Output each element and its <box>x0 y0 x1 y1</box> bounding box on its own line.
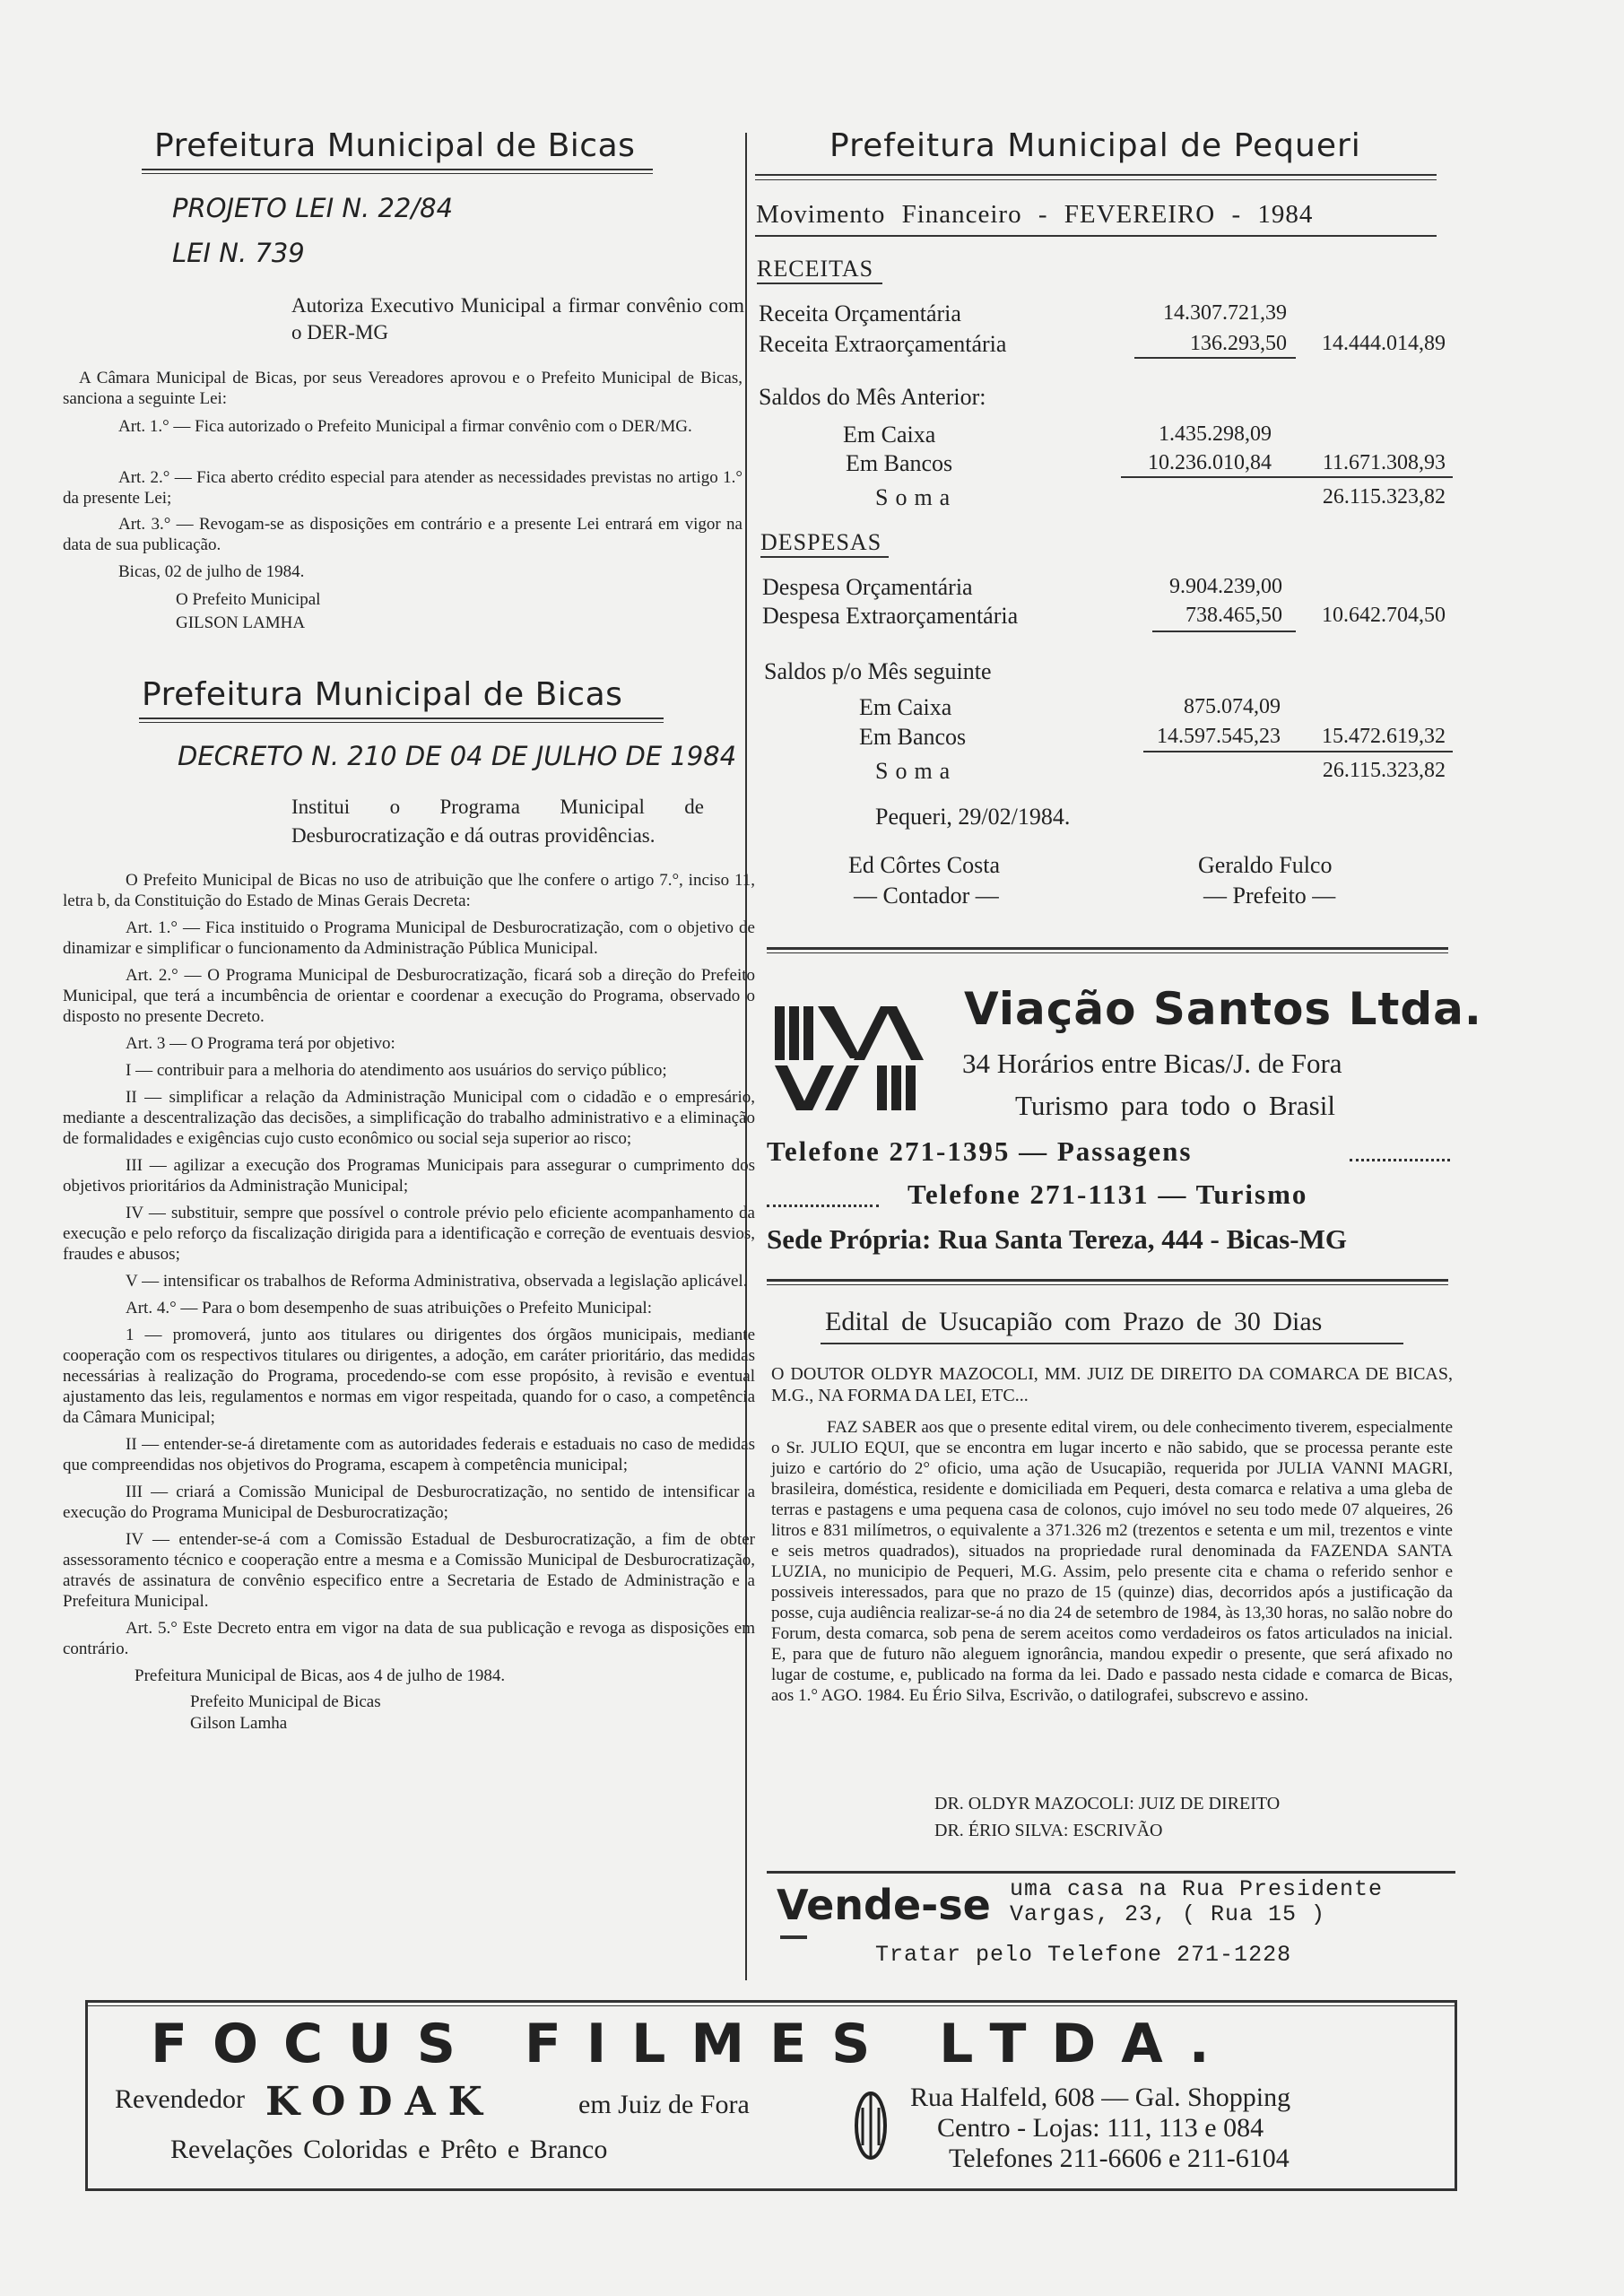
saldos-anterior-total: 11.671.308,93 <box>1322 451 1446 474</box>
caixa-anterior-value: 1.435.298,09 <box>1159 422 1272 446</box>
despesas-heading: DESPESAS <box>760 529 889 558</box>
decreto-paragraph: III — criará a Comissão Municipal de Desburocratização, no sentido de intensificar a execução do Programa Municipal de Desburocratização; <box>63 1483 755 1522</box>
focus-telefones: Telefones 211-6606 e 211-6104 <box>949 2144 1290 2173</box>
decreto-signature-title: Prefeito Municipal de Bicas <box>190 1692 381 1711</box>
section-rule <box>767 947 1448 950</box>
viacao-title: Viação Santos Ltda. <box>964 983 1482 1035</box>
soma-seguinte-label: Soma <box>875 758 958 784</box>
viacao-horarios: 34 Horários entre Bicas/J. de Fora <box>962 1048 1342 1079</box>
lei-art3: Art. 3.° — Revogam-se as disposições em contrário e a presente Lei entrará em vigor na data de sua publicação. <box>63 515 743 554</box>
caixa-anterior-label: Em Caixa <box>843 422 936 448</box>
vende-se-line2: Vargas, 23, ( Rua 15 ) <box>1010 1901 1326 1927</box>
despesa-orcamentaria-label: Despesa Orçamentária <box>762 574 973 600</box>
edital-title: Edital de Usucapião com Prazo de 30 Dias <box>825 1307 1323 1336</box>
decreto-paragraph: IV — substituir, sempre que possível o controle prévio pelo eficiente acompanhamento da execução e pelo reforço da fiscalização dirigida para a identificação e correção de eventuais desvios, fraudes e abusos; <box>63 1204 755 1264</box>
decreto-body <box>63 870 755 1735</box>
focus-revelacoes: Revelações Coloridas e Prêto e Branco <box>170 2135 608 2164</box>
soma-anterior-value: 26.115.323,82 <box>1322 485 1446 509</box>
decreto-paragraph: II — simplificar a relação da Administração Municipal com o cidadão e o empresário, mediante a descentralização das decisões, a simplificação do trabalho administrativo e a eliminação de formalidades e exigências cujo custo econômico ou social seja superior ao risco; <box>63 1088 755 1148</box>
caixa-seguinte-label: Em Caixa <box>859 694 952 720</box>
projeto-lei-title: PROJETO LEI N. 22/84 <box>172 193 454 223</box>
lei-intro: A Câmara Municipal de Bicas, por seus Vereadores aprovou e o Prefeito Municipal de Bicas, sanciona a seguinte Lei: <box>63 369 743 408</box>
telefone-passagens: Telefone 271-1395 — Passagens <box>767 1135 1193 1167</box>
focus-title: FOCUS FILMES LTDA. <box>151 2013 1235 2075</box>
kodak-logo: KODAK <box>265 2079 495 2125</box>
focus-top-rule <box>85 2005 1457 2006</box>
section-rule <box>767 952 1448 953</box>
telefone-turismo: Telefone 271-1131 — Turismo <box>908 1178 1308 1210</box>
movimento-title: Movimento Financeiro - FEVEREIRO - 1984 <box>756 200 1314 229</box>
header-rule <box>139 718 664 719</box>
vende-se-line1: uma casa na Rua Presidente <box>1010 1876 1384 1902</box>
lei-art2: Art. 2.° — Fica aberto crédito especial para atender as necessidades previstas no artigo 1.° da presente Lei; <box>63 468 743 508</box>
focus-emblem-icon <box>852 2090 890 2161</box>
sede-propria: Sede Própria: Rua Santa Tereza, 444 - Bicas-MG <box>767 1223 1347 1255</box>
soma-seguinte-value: 26.115.323,82 <box>1322 759 1446 782</box>
decreto-paragraph: Art. 3 — O Programa terá por objetivo: <box>126 1034 395 1053</box>
pequeri-date: Pequeri, 29/02/1984. <box>875 804 1071 830</box>
receita-extraorcamentaria-value: 136.293,50 <box>1190 332 1287 355</box>
section-rule <box>767 1871 1455 1874</box>
receitas-total-value: 14.444.014,89 <box>1322 332 1446 355</box>
focus-right-rule <box>1455 2000 1457 2191</box>
subtotal-rule <box>1143 751 1453 752</box>
lei-signature-name: GILSON LAMHA <box>176 613 306 632</box>
decreto-paragraph: Art. 5.° Este Decreto entra em vigor na data de sua publicação e revoga as disposições em contrário. <box>63 1619 755 1658</box>
lei-number: LEI N. 739 <box>172 238 305 268</box>
decreto-ementa: Institui o Programa Municipal de Desburocratização e dá outras providências. <box>291 796 704 847</box>
despesa-extraorcamentaria-value: 738.465,50 <box>1185 604 1282 627</box>
focus-bottom-rule <box>85 2188 1457 2191</box>
subtotal-rule <box>1152 631 1296 632</box>
receitas-heading: RECEITAS <box>757 256 882 284</box>
bancos-anterior-value: 10.236.010,84 <box>1148 451 1272 474</box>
edital-title-rule <box>821 1343 1403 1344</box>
decreto-paragraph: I — contribuir para a melhoria do atendimento aos usuários do serviço público; <box>126 1061 667 1080</box>
header-bicas-2: Prefeitura Municipal de Bicas <box>142 676 623 713</box>
focus-juiz-de-fora: em Juiz de Fora <box>578 2090 750 2119</box>
bancos-seguinte-label: Em Bancos <box>859 724 967 750</box>
despesas-total-value: 10.642.704,50 <box>1322 604 1446 627</box>
edital-heading: O DOUTOR OLDYR MAZOCOLI, MM. JUIZ DE DIREITO DA COMARCA DE BICAS, M.G., NA FORMA DA LEI, ETC... <box>771 1364 1453 1405</box>
decreto-paragraph: IV — entender-se-á com a Comissão Estadual de Desburocratização, a fim de obter assessoramento técnico e cooperação entre a mesma e a Comissão Municipal de Desburocratização, através de assinatura de convênio especifico entre a Secretaria de Estado de Administração e a Prefeitura Municipal. <box>63 1530 755 1611</box>
despesa-extraorcamentaria-label: Despesa Extraorçamentária <box>762 603 1019 629</box>
header-rule <box>755 179 1437 180</box>
subtotal-rule <box>1121 476 1453 478</box>
prefeito-role: — Prefeito — <box>1203 883 1336 909</box>
decreto-paragraph: Art. 4.° — Para o bom desempenho de suas atribuições o Prefeito Municipal: <box>126 1299 652 1318</box>
focus-address: Rua Halfeld, 608 — Gal. Shopping <box>910 2083 1291 2112</box>
edital-signature-judge: DR. OLDYR MAZOCOLI: JUIZ DE DIREITO <box>934 1794 1281 1813</box>
receita-orcamentaria-label: Receita Orçamentária <box>759 300 961 326</box>
header-rule <box>755 174 1437 176</box>
vende-se-mark <box>780 1935 807 1939</box>
prefeito-name: Geraldo Fulco <box>1198 852 1333 878</box>
despesa-orcamentaria-value: 9.904.239,00 <box>1169 575 1282 598</box>
decreto-closing: Prefeitura Municipal de Bicas, aos 4 de julho de 1984. <box>135 1666 506 1685</box>
lei-date: Bicas, 02 de julho de 1984. <box>118 562 305 581</box>
focus-left-rule <box>85 2000 88 2191</box>
focus-revendedor: Revendedor <box>115 2084 245 2114</box>
lei-art1: Art. 1.° — Fica autorizado o Prefeito Municipal a firmar convênio com o DER/MG. <box>118 417 692 436</box>
vende-se-title: Vende-se <box>777 1881 991 1929</box>
caixa-seguinte-value: 875.074,09 <box>1184 695 1281 718</box>
edital-signature-clerk: DR. ÉRIO SILVA: ESCRIVÃO <box>934 1821 1163 1840</box>
saldos-seguinte-total: 15.472.619,32 <box>1322 725 1446 748</box>
decreto-paragraph: Art. 2.° — O Programa Municipal de Desburocratização, ficará sob a direção do Prefeito Municipal, que terá a incumbência de orientar e coordenar a execução do Programa, observado o disposto no presente Decreto. <box>63 966 755 1026</box>
decreto-title: DECRETO N. 210 DE 04 DE JULHO DE 1984 <box>178 741 737 771</box>
decreto-paragraph: II — entender-se-á diretamente com as autoridades federais e estaduais no caso de medidas que compreendidas nos objetivos do Programa, escapem à competência municipal; <box>63 1435 755 1474</box>
dotted-leader <box>767 1205 879 1210</box>
header-rule <box>139 722 664 723</box>
edital-body: FAZ SABER aos que o presente edital virem, ou dele conhecimento tiverem, especialmente o Sr. JULIO EQUI, que se encontra em lugar incerto e não sabido, que se processa perante este juizo e cartório do 2° oficio, uma ação de Usucapião, requerida por JULIA VANNI MAGRI, brasileira, doméstica, residente e domiciliada em Pequeri, desta comarca e relativa a uma gleba de terras e pastagens e uma pequena casa de colonos, cujo imóvel no seu todo mede 07 alqueires, 26 litros e 831 milímetros, o equivalente a 371.326 m2 (trezentos e setenta e um mil, trezentos e vinte e seis metros quadrados), situados na propriedade rural denominada da FAZENDA SANTA LUZIA, no municipio de Pequeri, M.G. Assim, pelo presente cita e chama o referido senhor e possiveis interessados, para que no prazo de 15 (quinze) dias, decorridos após a justificação da posse, cuja audiência realizar-se-á no dia 24 de setembro de 1984, às 13,30 horas, no salão nobre do Forum, desta comarca, sob pena de serem aceitos como verdadeiros os fatos articulados na inicial. E, para que de futuro não aleguem ignorância, mandou expedir o presente, que será afixado no lugar de costume, e, publicado na forma da lei. Dado e passado nesta cidade e comarca de Bicas, aos 1.° AGO. 1984. Eu Ério Silva, Escrivão, o datilografei, subscrevo e assino. <box>771 1418 1453 1705</box>
contador-role: — Contador — <box>854 883 999 909</box>
viacao-turismo: Turismo para todo o Brasil <box>1015 1090 1335 1121</box>
bancos-seguinte-value: 14.597.545,23 <box>1157 725 1281 748</box>
movimento-rule <box>755 235 1437 237</box>
header-bicas-1: Prefeitura Municipal de Bicas <box>154 127 636 164</box>
subtotal-rule <box>1134 357 1296 359</box>
dotted-leader <box>1350 1159 1450 1164</box>
saldos-seguinte-heading: Saldos p/o Mês seguinte <box>764 658 992 684</box>
section-rule <box>767 1284 1448 1285</box>
receita-extraorcamentaria-label: Receita Extraorçamentária <box>759 331 1007 357</box>
header-rule <box>142 173 653 174</box>
focus-lojas: Centro - Lojas: 111, 113 e 084 <box>937 2113 1264 2143</box>
receita-orcamentaria-value: 14.307.721,39 <box>1163 301 1287 325</box>
decreto-paragraph: III — agilizar a execução dos Programas Municipais para assegurar o cumprimento dos objetivos prioritários da Administração Municipal; <box>63 1156 755 1196</box>
decreto-paragraph: V — intensificar os trabalhos de Reforma Administrativa, observada a legislação aplicável. <box>126 1272 748 1291</box>
decreto-signature-name: Gilson Lamha <box>190 1714 288 1733</box>
header-rule <box>142 169 653 170</box>
decreto-paragraph: O Prefeito Municipal de Bicas no uso de atribuição que lhe confere o artigo 7.°, inciso 11, letra b, da Constituição do Estado de Minas Gerais Decreta: <box>63 871 755 910</box>
lei-signature-title: O Prefeito Municipal <box>176 590 321 609</box>
section-rule <box>767 1279 1448 1282</box>
header-pequeri: Prefeitura Municipal de Pequeri <box>829 127 1361 164</box>
bancos-anterior-label: Em Bancos <box>846 450 953 476</box>
soma-anterior-label: Soma <box>875 484 958 510</box>
decreto-paragraph: Art. 1.° — Fica instituido o Programa Municipal de Desburocratização, com o objetivo de dinamizar e simplificar o funcionamento da Administração Pública Municipal. <box>63 918 755 958</box>
contador-name: Ed Côrtes Costa <box>848 852 1000 878</box>
decreto-paragraph: 1 — promoverá, junto aos titulares ou dirigentes dos órgãos municipais, mediante cooperação com os respectivos titulares ou dirigentes, a adoção, em caráter prioritário, das medidas necessárias à realização do Programa, procedendo-se com esse propósito, à revisão e eventual ajustamento das leis, regulamentos e normas em vigor respeitada, quando for o caso, a competência da Câmara Municipal; <box>63 1326 755 1427</box>
vende-se-line3: Tratar pelo Telefone 271-1228 <box>875 1942 1292 1968</box>
viacao-santos-logo <box>771 1004 942 1117</box>
focus-top-rule <box>85 2000 1457 2003</box>
lei-ementa: Autoriza Executivo Municipal a firmar convênio com o DER-MG <box>291 294 744 344</box>
saldos-anterior-heading: Saldos do Mês Anterior: <box>759 384 986 410</box>
